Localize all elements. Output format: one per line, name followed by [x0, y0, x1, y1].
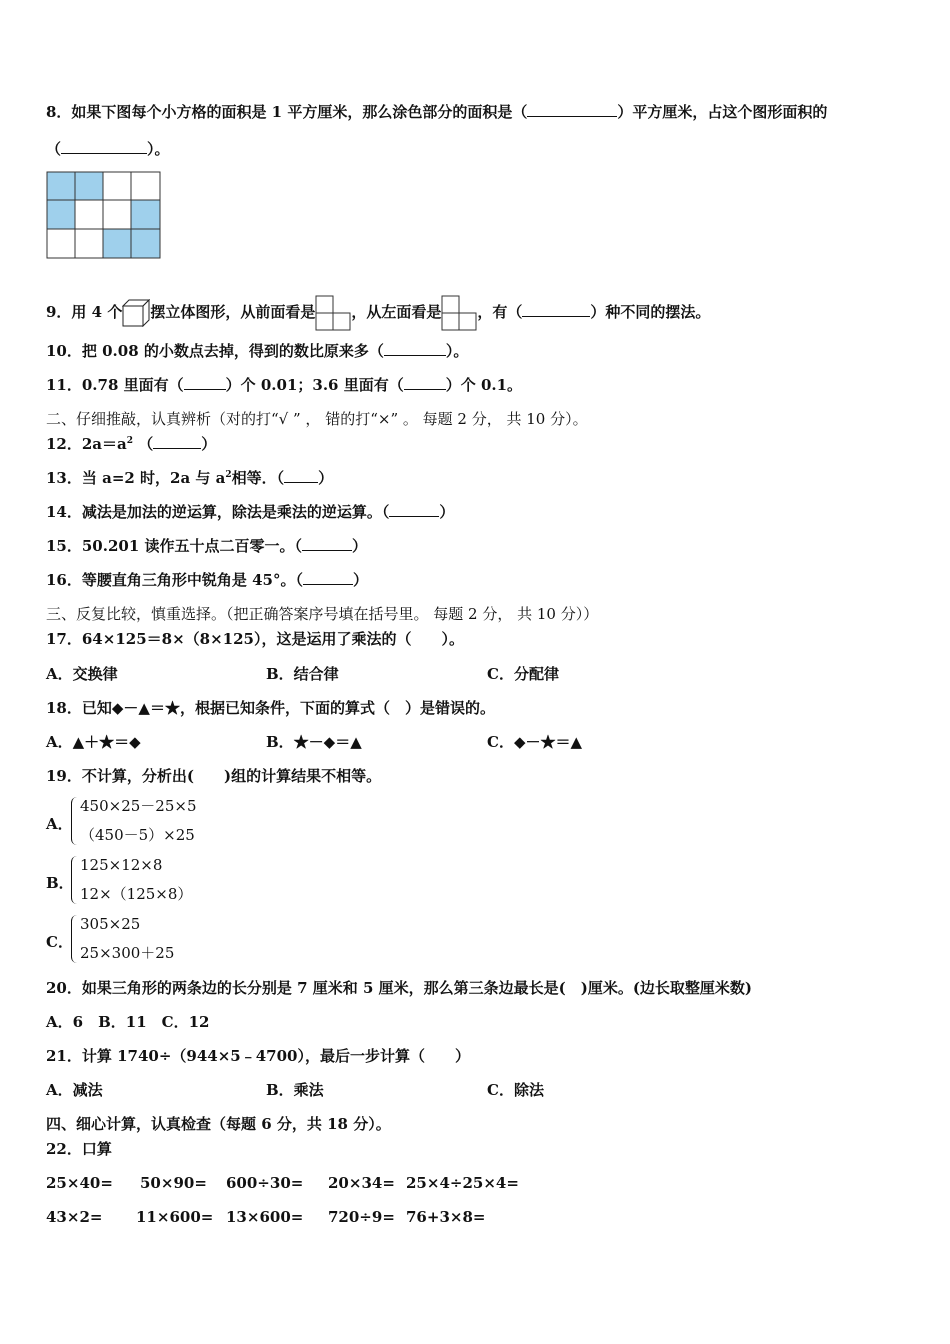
q18-option-b[interactable]: B．★－◆＝▲	[266, 733, 362, 751]
q14-blank[interactable]	[389, 502, 439, 517]
calc-item: 76+3×8=	[406, 1208, 486, 1226]
shaded-cell	[131, 229, 160, 258]
q9-line: 9．用 4 个 摆立体图形，从前面看是 ，从左面看是 ，有（ ）种不同的摆法。	[46, 295, 710, 331]
calc-item: 720÷9=	[328, 1208, 395, 1226]
left-view-icon	[441, 295, 477, 331]
q8-line1: 8．如果下图每个小方格的面积是 1 平方厘米，那么涂色部分的面积是（ ）平方厘米，占这个图形面积的	[46, 103, 828, 121]
q19-a-line1: 450×25－25×5	[80, 797, 197, 815]
q13-line: 13．当 a=2 时，2a 与 $a^2$相等．（ ）	[46, 469, 334, 487]
q8-line2: （ ）。	[46, 140, 170, 158]
calc-item: 25×40=	[46, 1174, 113, 1192]
q8-blank2[interactable]	[61, 139, 147, 154]
calc-item: 20×34=	[328, 1174, 395, 1192]
q17-option-a[interactable]: A．交换律	[46, 665, 118, 683]
brace	[71, 797, 80, 845]
shaded-cell	[103, 229, 131, 258]
q19-c-line1: 305×25	[80, 915, 141, 933]
calc-item: 13×600=	[226, 1208, 304, 1226]
q21-option-b[interactable]: B．乘法	[266, 1081, 324, 1099]
q11-blank1[interactable]	[184, 375, 226, 390]
q14-line: 14．减法是加法的逆运算，除法是乘法的逆运算。（ ）	[46, 503, 455, 521]
section-3-heading: 三、反复比较，慎重选择。（把正确答案序号填在括号里。 每题 2 分， 共 10 分））	[46, 605, 599, 623]
q11-blank2[interactable]	[404, 375, 446, 390]
q8-blank1[interactable]	[527, 102, 617, 117]
q21-stem: 21．计算 1740÷（944×5﹣4700），最后一步计算（ ）	[46, 1047, 470, 1065]
q19-a-line2: （450－5）×25	[80, 826, 195, 844]
brace	[71, 856, 80, 904]
q18-stem: 18．已知◆－▲＝★，根据已知条件，下面的算式（ ）是错误的。	[46, 699, 495, 717]
shaded-cell	[47, 200, 75, 229]
cube-icon	[122, 299, 150, 327]
shaded-cell	[47, 172, 75, 200]
q20-options[interactable]: A．6 B．11 C．12	[46, 1013, 210, 1031]
section-4-heading: 四、细心计算，认真检查（每题 6 分，共 18 分）。	[46, 1115, 391, 1133]
q19-option-b-label[interactable]: B．	[46, 874, 74, 892]
q16-blank[interactable]	[303, 570, 353, 585]
q21-option-c[interactable]: C．除法	[487, 1081, 544, 1099]
q15-line: 15．50.201 读作五十点二百零一。（ ）	[46, 537, 368, 555]
calc-item: 600÷30=	[226, 1174, 304, 1192]
q12-blank[interactable]	[153, 434, 201, 449]
q10-blank[interactable]	[384, 341, 446, 356]
q10-line: 10．把 0.08 的小数点去掉，得到的数比原来多（ ）。	[46, 342, 469, 360]
q8-grid-figure	[46, 171, 162, 259]
q13-blank[interactable]	[284, 468, 318, 483]
section-2-heading: 二、仔细推敲，认真辨析（对的打“√ ” ， 错的打“×” 。 每题 2 分， 共 10 分）。	[46, 410, 588, 428]
q17-option-b[interactable]: B．结合律	[266, 665, 339, 683]
calc-item: 25×4÷25×4=	[406, 1174, 519, 1192]
calc-item: 11×600=	[136, 1208, 214, 1226]
q16-line: 16．等腰直角三角形中锐角是 45°。（ ）	[46, 571, 368, 589]
q15-blank[interactable]	[302, 536, 352, 551]
shaded-cell	[75, 172, 103, 200]
q9-blank[interactable]	[522, 302, 590, 317]
q17-stem: 17．64×125＝8×（8×125），这是运用了乘法的（ ）。	[46, 630, 464, 648]
q19-c-line2: 25×300＋25	[80, 944, 175, 962]
q12-line: 12．$2a=a^2$ （ ）	[46, 435, 217, 453]
q19-b-line2: 12×（125×8）	[80, 885, 193, 903]
q18-option-c[interactable]: C．◆－★＝▲	[487, 733, 583, 751]
q19-stem: 19．不计算，分析出( )组的计算结果不相等。	[46, 767, 382, 785]
calc-item: 50×90=	[140, 1174, 207, 1192]
shaded-cell	[131, 200, 160, 229]
q20-stem: 20．如果三角形的两条边的长分别是 7 厘米和 5 厘米，那么第三条边最长是( )厘米。(边长取整厘米数)	[46, 979, 753, 997]
q19-b-line1: 125×12×8	[80, 856, 163, 874]
q18-option-a[interactable]: A．▲＋★＝◆	[46, 733, 141, 751]
q21-option-a[interactable]: A．减法	[46, 1081, 103, 1099]
q19-option-a-label[interactable]: A．	[46, 815, 73, 833]
q22-title: 22．口算	[46, 1140, 112, 1158]
q19-option-c-label[interactable]: C．	[46, 933, 73, 951]
front-view-icon	[315, 295, 351, 331]
q11-line: 11．0.78 里面有（ ）个 0.01；3.6 里面有（ ）个 0.1。	[46, 376, 523, 394]
q17-option-c[interactable]: C．分配律	[487, 665, 559, 683]
brace	[71, 915, 80, 963]
calc-item: 43×2=	[46, 1208, 103, 1226]
